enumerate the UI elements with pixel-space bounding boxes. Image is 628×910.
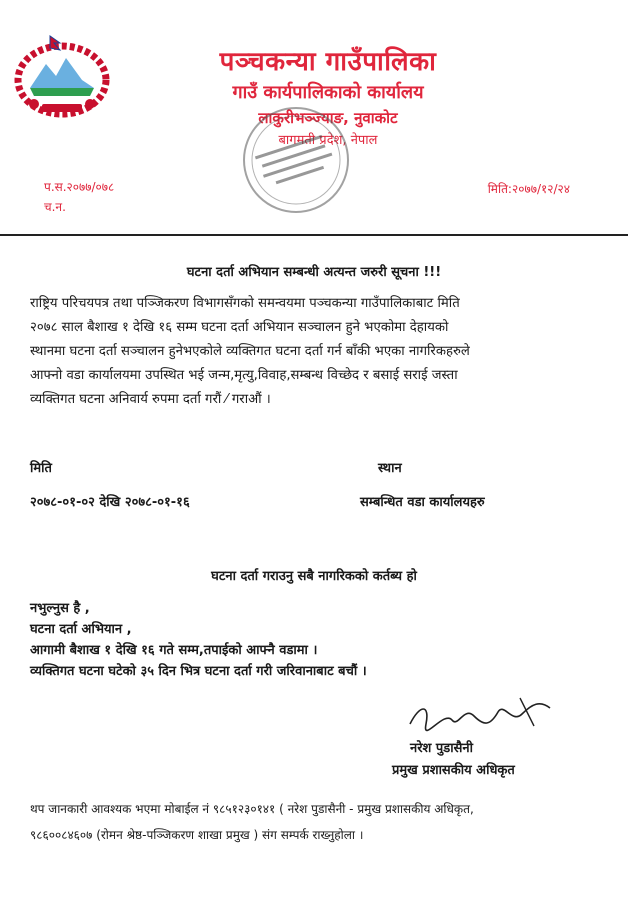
notice-body-line: आफ्नो वडा कार्यालयमा उपस्थित भई जन्म,मृत्यु,विवाह,सम्बन्ध विच्छेद र बसाई सराई जस्ता: [30, 368, 458, 383]
reminder-line: आगामी बैशाख १ देखि १६ गते सम्म,तपाईको आफ्नै वडामा ।: [30, 643, 318, 658]
notice-title: घटना दर्ता अभियान सम्बन्धी अत्यन्त जरुरी सूचना !!!: [186, 265, 442, 280]
reminder-line: घटना दर्ता अभियान ,: [30, 622, 132, 637]
office-name: गाउँ कार्यपालिकाको कार्यालय: [232, 82, 424, 103]
place-label: स्थान: [378, 461, 402, 476]
signatory-designation: प्रमुख प्रशासकीय अधिकृत: [392, 763, 515, 778]
slogan: घटना दर्ता गराउनु सबै नागरिकको कर्तब्य हो: [211, 569, 417, 584]
notice-body: [30, 292, 578, 412]
office-location: लाकुरीभञ्ज्याङ, नुवाकोट: [258, 109, 398, 127]
letter-date: मिति:२०७७/१२/२४: [487, 182, 570, 196]
nepal-emblem-logo: [12, 30, 112, 120]
campaign-dates: २०७८-०१-०२ देखि २०७८-०१-१६: [30, 495, 190, 510]
office-stamp-seal: [236, 100, 356, 220]
footer-line: थप जानकारी आवश्यक भएमा मोबाईल नं ९८५१२३०१४१ ( नरेश पुडासैनी - प्रमुख प्रशासकीय अधिकृत,: [30, 802, 474, 816]
handwritten-signature: [400, 690, 560, 740]
contact-footer: [30, 796, 600, 848]
dispatch-number: च.न.: [44, 200, 66, 214]
reminder-block: [30, 598, 367, 682]
header-divider: [0, 234, 628, 236]
notice-body-line: स्थानमा घटना दर्ता सञ्चालन हुनेभएकोले व्यक्तिगत घटना दर्ता गर्न बाँकी भएका नागरिकहरुले: [30, 344, 470, 359]
reminder-line: व्यक्तिगत घटना घटेको ३५ दिन भित्र घटना दर्ता गरी जरिवानाबाट बचौं ।: [30, 664, 367, 679]
reference-number: प.स.२०७७/०७८: [44, 180, 115, 194]
notice-body-line: राष्ट्रिय परिचयपत्र तथा पञ्जिकरण विभागसँगको समन्वयमा पञ्चकन्या गाउँपालिकाबाट मिति: [30, 296, 460, 311]
reminder-line: नभुल्नुस है ,: [30, 601, 90, 616]
notice-body-line: व्यक्तिगत घटना अनिवार्य रुपमा दर्ता गरौं ⁄ गराऔं ।: [30, 392, 271, 407]
municipality-name: पञ्चकन्या गाउँपालिका: [219, 47, 437, 77]
signatory-name: नरेश पुडासैनी: [410, 741, 473, 756]
province-name: बागमती प्रदेश, नेपाल: [278, 133, 378, 148]
campaign-places: सम्बन्धित वडा कार्यालयहरु: [360, 495, 485, 510]
notice-body-line: २०७८ साल बैशाख १ देखि १६ सम्म घटना दर्ता अभियान सञ्चालन हुने भएकोमा देहायको: [30, 320, 449, 335]
footer-line: ९८६००८४६०७ (रोमन श्रेष्ठ-पञ्जिकरण शाखा प्रमुख ) संग सम्पर्क राख्नुहोला ।: [30, 828, 364, 842]
date-label: मिति: [30, 461, 52, 476]
